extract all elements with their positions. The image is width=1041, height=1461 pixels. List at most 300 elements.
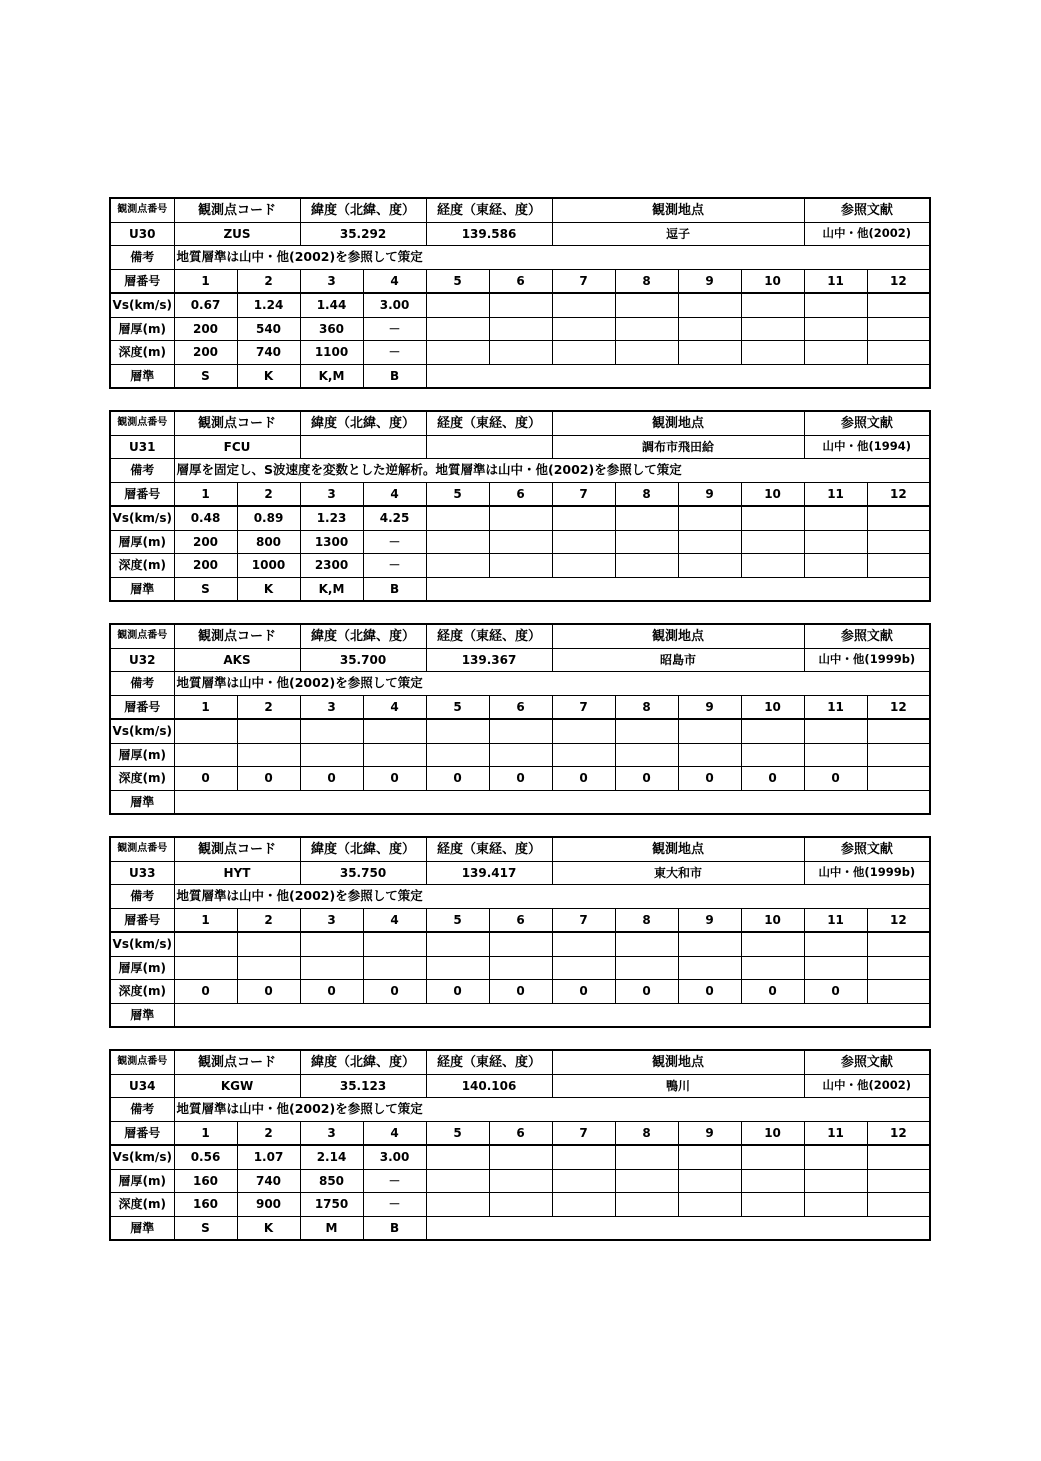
layer-number: 12 <box>867 908 930 932</box>
vs-value <box>489 1145 552 1169</box>
horizon-value: K,M <box>300 577 363 601</box>
remarks-text: 地質層準は山中・他(2002)を参照して策定 <box>174 672 930 696</box>
layer-number: 8 <box>615 695 678 719</box>
station-code: ZUS <box>174 222 300 246</box>
station-reference: 山中・他(1994) <box>804 435 930 459</box>
layer-number: 1 <box>174 1121 237 1145</box>
depth-label: 深度(m) <box>110 554 174 578</box>
vs-value: 0.67 <box>174 293 237 317</box>
depth-value: 200 <box>174 341 237 365</box>
vs-value <box>867 506 930 530</box>
layer-number: 8 <box>615 269 678 293</box>
thickness-value: － <box>363 1169 426 1193</box>
horizon-label: 層準 <box>110 790 174 814</box>
header-station-code: 観測点コード <box>174 837 300 861</box>
header-reference: 参照文献 <box>804 624 930 648</box>
vs-value <box>174 719 237 743</box>
layer-number: 9 <box>678 908 741 932</box>
vs-value <box>867 932 930 956</box>
layer-number: 9 <box>678 695 741 719</box>
station-table-aks <box>109 623 931 815</box>
depth-value <box>615 554 678 578</box>
layer-number: 10 <box>741 908 804 932</box>
header-reference: 参照文献 <box>804 1050 930 1074</box>
depth-label: 深度(m) <box>110 1193 174 1217</box>
horizon-empty <box>426 364 930 388</box>
thickness-value <box>426 956 489 980</box>
depth-value: 0 <box>678 980 741 1004</box>
layer-number: 10 <box>741 269 804 293</box>
depth-value <box>426 554 489 578</box>
layer-number: 8 <box>615 908 678 932</box>
depth-value: － <box>363 1193 426 1217</box>
thickness-value <box>237 743 300 767</box>
thickness-value: － <box>363 317 426 341</box>
vs-value <box>804 506 867 530</box>
thickness-value <box>489 317 552 341</box>
depth-value <box>426 341 489 365</box>
vs-value <box>489 293 552 317</box>
depth-value <box>867 341 930 365</box>
thickness-value: 540 <box>237 317 300 341</box>
station-location: 逗子 <box>552 222 804 246</box>
header-station-code: 観測点コード <box>174 624 300 648</box>
depth-label: 深度(m) <box>110 341 174 365</box>
thickness-value <box>615 530 678 554</box>
thickness-value <box>489 743 552 767</box>
header-location: 観測地点 <box>552 411 804 435</box>
depth-value: 0 <box>237 767 300 791</box>
vs-value <box>426 719 489 743</box>
vs-value <box>678 506 741 530</box>
vs-value <box>426 293 489 317</box>
layer-number: 12 <box>867 695 930 719</box>
thickness-value <box>741 317 804 341</box>
header-reference: 参照文献 <box>804 411 930 435</box>
horizon-value: B <box>363 577 426 601</box>
vs-value <box>552 1145 615 1169</box>
horizon-value: S <box>174 577 237 601</box>
depth-value: 1000 <box>237 554 300 578</box>
thickness-value <box>804 743 867 767</box>
thickness-value: 160 <box>174 1169 237 1193</box>
depth-value: 0 <box>426 767 489 791</box>
remarks-text: 地質層準は山中・他(2002)を参照して策定 <box>174 246 930 270</box>
thickness-value <box>615 743 678 767</box>
depth-value <box>678 1193 741 1217</box>
thickness-value <box>426 743 489 767</box>
station-no: U33 <box>110 861 174 885</box>
vs-value: 1.24 <box>237 293 300 317</box>
thickness-value <box>363 743 426 767</box>
vs-value <box>426 506 489 530</box>
horizon-label: 層準 <box>110 577 174 601</box>
layer-number: 5 <box>426 269 489 293</box>
vs-value <box>804 719 867 743</box>
thickness-value <box>678 956 741 980</box>
header-reference: 参照文献 <box>804 198 930 222</box>
layer-number: 3 <box>300 269 363 293</box>
depth-value: － <box>363 341 426 365</box>
thickness-value <box>741 956 804 980</box>
horizon-empty <box>426 577 930 601</box>
vs-value <box>615 1145 678 1169</box>
thickness-label: 層厚(m) <box>110 743 174 767</box>
thickness-label: 層厚(m) <box>110 1169 174 1193</box>
layer-number: 9 <box>678 482 741 506</box>
layer-number: 8 <box>615 1121 678 1145</box>
thickness-value <box>552 1169 615 1193</box>
layer-number: 7 <box>552 269 615 293</box>
thickness-label: 層厚(m) <box>110 956 174 980</box>
station-reference: 山中・他(1999b) <box>804 648 930 672</box>
station-table-zus <box>109 197 931 389</box>
header-longitude: 経度（東経、度） <box>426 411 552 435</box>
station-longitude: 139.586 <box>426 222 552 246</box>
horizon-label: 層準 <box>110 1003 174 1027</box>
station-location: 東大和市 <box>552 861 804 885</box>
layer-number: 6 <box>489 1121 552 1145</box>
depth-value: 0 <box>615 980 678 1004</box>
vs-value <box>426 932 489 956</box>
layer-number: 6 <box>489 695 552 719</box>
station-latitude: 35.292 <box>300 222 426 246</box>
vs-value <box>678 932 741 956</box>
horizon-empty <box>426 1216 930 1240</box>
depth-value <box>552 1193 615 1217</box>
header-longitude: 経度（東経、度） <box>426 1050 552 1074</box>
thickness-value <box>804 530 867 554</box>
thickness-value <box>174 956 237 980</box>
depth-value <box>552 554 615 578</box>
thickness-value <box>741 1169 804 1193</box>
thickness-value <box>867 317 930 341</box>
horizon-label: 層準 <box>110 364 174 388</box>
header-longitude: 経度（東経、度） <box>426 837 552 861</box>
vs-value <box>741 1145 804 1169</box>
depth-value: 1750 <box>300 1193 363 1217</box>
header-latitude: 緯度（北緯、度） <box>300 1050 426 1074</box>
depth-value <box>678 554 741 578</box>
layer-number: 8 <box>615 482 678 506</box>
depth-value: 900 <box>237 1193 300 1217</box>
horizon-value: M <box>300 1216 363 1240</box>
thickness-value: 740 <box>237 1169 300 1193</box>
station-reference: 山中・他(2002) <box>804 222 930 246</box>
depth-value: 0 <box>363 767 426 791</box>
vs-value <box>552 293 615 317</box>
vs-value: 3.00 <box>363 293 426 317</box>
horizon-value: K <box>237 364 300 388</box>
remarks-text: 地質層準は山中・他(2002)を参照して策定 <box>174 1098 930 1122</box>
depth-value: 0 <box>174 767 237 791</box>
vs-value <box>363 719 426 743</box>
header-station-code: 観測点コード <box>174 1050 300 1074</box>
vs-value <box>615 293 678 317</box>
layer-number: 4 <box>363 908 426 932</box>
vs-value <box>804 1145 867 1169</box>
layer-number: 12 <box>867 1121 930 1145</box>
vs-value <box>741 506 804 530</box>
vs-value <box>615 719 678 743</box>
depth-value: 160 <box>174 1193 237 1217</box>
vs-label: Vs(km/s) <box>110 719 174 743</box>
layer-number: 3 <box>300 908 363 932</box>
depth-value <box>804 554 867 578</box>
header-station-no: 観測点番号 <box>110 411 174 435</box>
layer-number: 7 <box>552 908 615 932</box>
vs-value <box>741 932 804 956</box>
thickness-value: 800 <box>237 530 300 554</box>
remarks-label: 備考 <box>110 459 174 483</box>
layer-no-label: 層番号 <box>110 482 174 506</box>
header-station-no: 観測点番号 <box>110 624 174 648</box>
vs-label: Vs(km/s) <box>110 506 174 530</box>
layer-number: 2 <box>237 269 300 293</box>
vs-value <box>489 932 552 956</box>
horizon-value: K <box>237 1216 300 1240</box>
station-location: 調布市飛田給 <box>552 435 804 459</box>
vs-label: Vs(km/s) <box>110 293 174 317</box>
layer-number: 2 <box>237 908 300 932</box>
header-location: 観測地点 <box>552 837 804 861</box>
layer-no-label: 層番号 <box>110 908 174 932</box>
depth-value: 0 <box>237 980 300 1004</box>
thickness-value: 1300 <box>300 530 363 554</box>
layer-number: 5 <box>426 482 489 506</box>
thickness-value: 360 <box>300 317 363 341</box>
depth-value: 740 <box>237 341 300 365</box>
layer-number: 1 <box>174 908 237 932</box>
thickness-value: 200 <box>174 530 237 554</box>
horizon-value: B <box>363 364 426 388</box>
depth-value: 0 <box>678 767 741 791</box>
thickness-value <box>867 956 930 980</box>
thickness-value <box>867 743 930 767</box>
layer-number: 2 <box>237 695 300 719</box>
thickness-value <box>804 317 867 341</box>
depth-value <box>552 341 615 365</box>
depth-value <box>741 341 804 365</box>
layer-number: 11 <box>804 482 867 506</box>
depth-value <box>867 767 930 791</box>
depth-label: 深度(m) <box>110 767 174 791</box>
layer-number: 4 <box>363 269 426 293</box>
station-longitude: 140.106 <box>426 1074 552 1098</box>
thickness-value <box>552 743 615 767</box>
header-location: 観測地点 <box>552 198 804 222</box>
vs-value: 1.07 <box>237 1145 300 1169</box>
station-latitude: 35.750 <box>300 861 426 885</box>
thickness-value <box>489 956 552 980</box>
station-location: 昭島市 <box>552 648 804 672</box>
depth-value: 0 <box>804 980 867 1004</box>
station-longitude <box>426 435 552 459</box>
thickness-value <box>237 956 300 980</box>
vs-value <box>174 932 237 956</box>
depth-value: 0 <box>174 980 237 1004</box>
depth-value <box>804 1193 867 1217</box>
layer-number: 3 <box>300 695 363 719</box>
depth-value: 0 <box>426 980 489 1004</box>
vs-value <box>237 719 300 743</box>
thickness-label: 層厚(m) <box>110 317 174 341</box>
depth-value: 0 <box>489 767 552 791</box>
layer-number: 2 <box>237 482 300 506</box>
thickness-value <box>678 530 741 554</box>
header-location: 観測地点 <box>552 1050 804 1074</box>
layer-number: 1 <box>174 482 237 506</box>
thickness-value <box>552 530 615 554</box>
depth-label: 深度(m) <box>110 980 174 1004</box>
thickness-value <box>552 956 615 980</box>
horizon-empty <box>174 1003 930 1027</box>
header-location: 観測地点 <box>552 624 804 648</box>
depth-value <box>804 341 867 365</box>
header-latitude: 緯度（北緯、度） <box>300 624 426 648</box>
header-latitude: 緯度（北緯、度） <box>300 837 426 861</box>
thickness-value <box>678 317 741 341</box>
depth-value <box>489 341 552 365</box>
horizon-value: K,M <box>300 364 363 388</box>
vs-value: 1.23 <box>300 506 363 530</box>
thickness-value <box>615 1169 678 1193</box>
depth-value: 0 <box>300 980 363 1004</box>
layer-number: 1 <box>174 269 237 293</box>
layer-number: 3 <box>300 1121 363 1145</box>
station-no: U34 <box>110 1074 174 1098</box>
station-code: KGW <box>174 1074 300 1098</box>
thickness-value <box>363 956 426 980</box>
depth-value: 0 <box>552 767 615 791</box>
depth-value: 0 <box>363 980 426 1004</box>
vs-value: 2.14 <box>300 1145 363 1169</box>
remarks-text: 層厚を固定し、S波速度を変数とした逆解析。地質層準は山中・他(2002)を参照して策定 <box>174 459 930 483</box>
thickness-value <box>300 956 363 980</box>
thickness-value <box>615 956 678 980</box>
station-table-hyt <box>109 836 931 1028</box>
thickness-value <box>741 743 804 767</box>
layer-number: 10 <box>741 695 804 719</box>
horizon-value: K <box>237 577 300 601</box>
thickness-value <box>804 1169 867 1193</box>
layer-number: 12 <box>867 269 930 293</box>
thickness-label: 層厚(m) <box>110 530 174 554</box>
vs-value: 1.44 <box>300 293 363 317</box>
depth-value <box>489 1193 552 1217</box>
station-code: FCU <box>174 435 300 459</box>
header-longitude: 経度（東経、度） <box>426 198 552 222</box>
depth-value <box>867 980 930 1004</box>
header-station-no: 観測点番号 <box>110 837 174 861</box>
layer-number: 10 <box>741 482 804 506</box>
vs-value <box>678 293 741 317</box>
vs-value <box>489 719 552 743</box>
depth-value <box>867 554 930 578</box>
vs-value <box>426 1145 489 1169</box>
vs-value <box>363 932 426 956</box>
thickness-value <box>867 1169 930 1193</box>
layer-number: 6 <box>489 269 552 293</box>
vs-value <box>804 932 867 956</box>
layer-number: 5 <box>426 695 489 719</box>
depth-value: 200 <box>174 554 237 578</box>
header-station-no: 観測点番号 <box>110 198 174 222</box>
layer-number: 4 <box>363 695 426 719</box>
thickness-value <box>678 743 741 767</box>
layer-number: 6 <box>489 482 552 506</box>
thickness-value: － <box>363 530 426 554</box>
station-reference: 山中・他(1999b) <box>804 861 930 885</box>
station-table-kgw <box>109 1049 931 1241</box>
station-latitude <box>300 435 426 459</box>
layer-number: 12 <box>867 482 930 506</box>
remarks-label: 備考 <box>110 246 174 270</box>
layer-number: 11 <box>804 908 867 932</box>
horizon-label: 層準 <box>110 1216 174 1240</box>
thickness-value <box>174 743 237 767</box>
layer-no-label: 層番号 <box>110 269 174 293</box>
thickness-value <box>300 743 363 767</box>
layer-number: 5 <box>426 908 489 932</box>
vs-value <box>678 1145 741 1169</box>
layer-number: 7 <box>552 1121 615 1145</box>
header-station-code: 観測点コード <box>174 198 300 222</box>
remarks-label: 備考 <box>110 672 174 696</box>
thickness-value <box>741 530 804 554</box>
station-longitude: 139.417 <box>426 861 552 885</box>
vs-value <box>300 932 363 956</box>
vs-value <box>867 719 930 743</box>
layer-no-label: 層番号 <box>110 695 174 719</box>
thickness-value <box>552 317 615 341</box>
vs-value: 0.56 <box>174 1145 237 1169</box>
depth-value <box>867 1193 930 1217</box>
horizon-value: S <box>174 364 237 388</box>
thickness-value <box>489 530 552 554</box>
station-table-fcu <box>109 410 931 602</box>
header-reference: 参照文献 <box>804 837 930 861</box>
layer-number: 11 <box>804 269 867 293</box>
layer-number: 4 <box>363 1121 426 1145</box>
vs-value <box>804 293 867 317</box>
thickness-value: 200 <box>174 317 237 341</box>
depth-value: 2300 <box>300 554 363 578</box>
depth-value: － <box>363 554 426 578</box>
vs-value <box>300 719 363 743</box>
vs-value <box>678 719 741 743</box>
depth-value: 0 <box>552 980 615 1004</box>
layer-number: 3 <box>300 482 363 506</box>
remarks-label: 備考 <box>110 1098 174 1122</box>
station-latitude: 35.123 <box>300 1074 426 1098</box>
thickness-value <box>615 317 678 341</box>
vs-label: Vs(km/s) <box>110 1145 174 1169</box>
horizon-empty <box>174 790 930 814</box>
layer-number: 11 <box>804 1121 867 1145</box>
vs-value: 0.89 <box>237 506 300 530</box>
depth-value <box>678 341 741 365</box>
layer-number: 9 <box>678 269 741 293</box>
vs-value <box>741 719 804 743</box>
vs-value <box>867 1145 930 1169</box>
layer-number: 6 <box>489 908 552 932</box>
depth-value <box>615 341 678 365</box>
vs-value <box>615 506 678 530</box>
horizon-value: S <box>174 1216 237 1240</box>
layer-number: 1 <box>174 695 237 719</box>
layer-number: 7 <box>552 482 615 506</box>
